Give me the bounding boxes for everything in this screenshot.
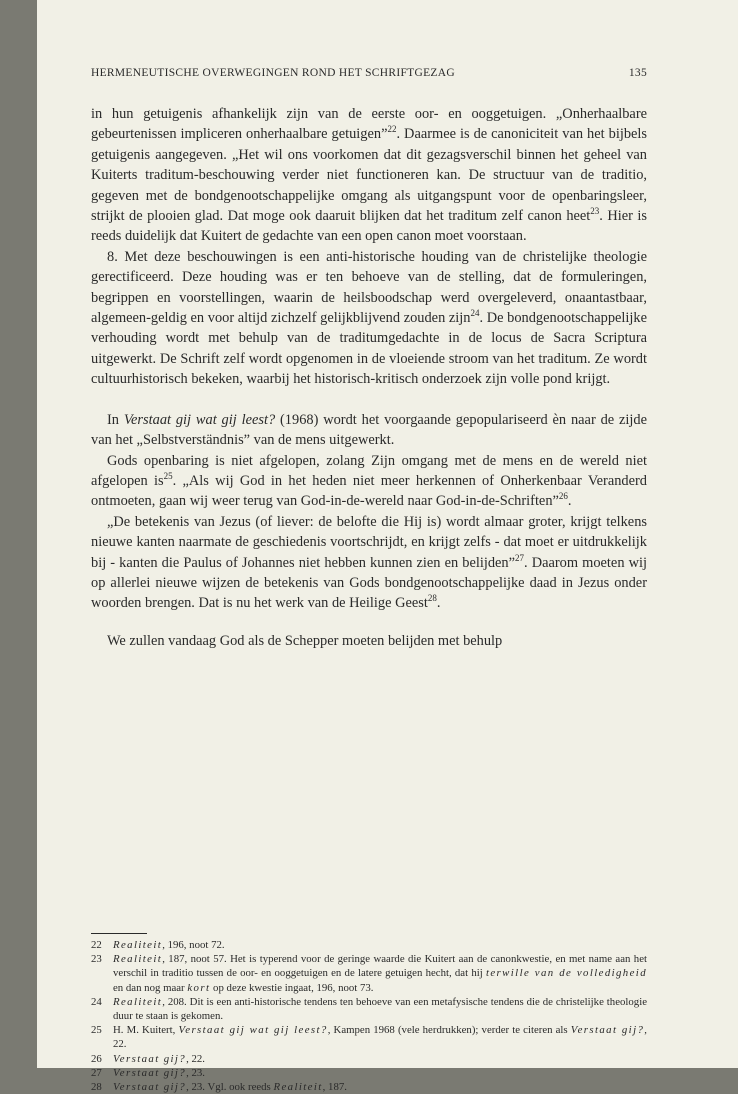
footnote-ref-26: 26: [558, 491, 568, 502]
footnote-ref-27: 27: [515, 552, 525, 563]
footnote-25: 25 H. M. Kuitert, Verstaat gij wat gij leest?, Kampen 1968 (vele herdrukken); verder te citeren als Verstaat gij?, 22.: [91, 1024, 647, 1051]
paragraph-5: „De betekenis van Jezus (of liever: de belofte die Hij is) wordt almaar groter, krijgt telkens nieuwe kanten naarmate de geschiedenis voortschrijdt, en krijgt zelfs - dat moet er uitdrukkelijk bij - kanten die Paulus of Johannes niet hebben kunnen zien en belijden”$^{27}$. Daarom moeten wij op allerlei nieuwe wijzen de betekenis van Gods bondgenootschappelijke daad in Jezus onder woorden brengen. Dat is nu het werk van de Heilige Geest$^{28}$.: [91, 513, 647, 612]
page-number: 135: [628, 67, 647, 79]
paragraph-1: in hun getuigenis afhankelijk zijn van de eerste oor- en ooggetuigen. „Onherhaalbare gebeurtenissen impliceren onherhaalbare getuigen”$^{22}$. Daarmee is de canoniciteit van het bijbels getuigenis aangegeven. „Het wil ons voorkomen dat dit gezagsverschil binnen het geheel van Kuiterts traditum-beschouwing verder niet functioneren kan. De structuur van de traditio, gegeven met de bondgenootschappelijke omgang als uitgangspunt voor de openbaringsleer, strijkt de plooien glad. Dat moge ook daaruit blijken dat het traditum zelf canon heet$^{23}$. Hier is reeds duidelijk dat Kuitert de gedachte van een open canon moet voorstaan.: [91, 106, 647, 245]
book-title: Verstaat gij wat gij leest?: [123, 411, 276, 428]
footnote-ref-23: 23: [590, 206, 600, 217]
footnote-ref-24: 24: [470, 308, 480, 319]
footnote-23: 23 Realiteit, 187, noot 57. Het is typerend voor de geringe waarde die Kuitert aan de canonkwestie, en met name aan het verschil in traditio tussen de oor- en ooggetuigen en de latere getuigen hecht, dat hij terwille van de volledigheid en dan nog maar kort op deze kwestie ingaat, 196, noot 73.: [91, 953, 647, 994]
footnote-ref-22: 22: [387, 124, 397, 135]
body-text: [91, 104, 647, 651]
footnote-divider: [91, 933, 147, 934]
document-page: [37, 0, 738, 1094]
footnote-ref-28: 28: [427, 593, 437, 604]
footnote-ref-25: 25: [163, 470, 173, 481]
paragraph-4: Gods openbaring is niet afgelopen, zolang Zijn omgang met de mens en de wereld niet afgelopen $is^{25}$. „Als wij God in het heden niet meer herkennen of Onherkenbaar Veranderd ontmoeten, gaan wij weer terug van God-in-de-wereld naar God-in-de-Schriften”$^{26}$.: [91, 452, 647, 510]
footnote-28: 28 Verstaat gij?, 23. Vgl. ook reeds Realiteit, 187.: [91, 1081, 347, 1094]
running-head: [91, 67, 647, 79]
footnote-27: 27 Verstaat gij?, 23.: [91, 1066, 205, 1079]
paragraph-6: We zullen vandaag God als de Schepper moeten belijden met behulp: [107, 632, 503, 649]
footnote-24: 24 Realiteit, 208. Dit is een anti-historische tendens ten behoeve van een metafysische tendens die de christelijke theologie duur te staan is gekomen.: [91, 995, 647, 1023]
running-head-title: HERMENEUTISCHE OVERWEGINGEN ROND HET SCHRIFTGEZAG: [91, 67, 455, 79]
paragraph-3: In Verstaat gij wat gij leest? (1968) wordt het voorgaande gepopulariseerd èn naar de zijde van het „Selbstverständnis” van de mens uitgewerkt.: [91, 411, 647, 449]
paragraph-2: 8. Met deze beschouwingen is een anti-historische houding van de christelijke theologie gerectificeerd. Deze houding was er ten behoeve van de stelling, dat de formuleringen, begrippen en voorstellingen, waarin de heilsboodschap werd overgeleverd, onaantastbaar, algemeen-geldig en voor altijd zichzelf gelijkblijvend zouden zijn$^{24}$. De bondgenootschappelijke verhouding wordt met behulp van de traditumgedachte in de locus de Sacra Scriptura uitgewerkt. De Schrift zelf wordt opgenomen in de vloeiende stroom van het traditum. Ze wordt cultuurhistorisch bekeken, waarbij het historisch-kritisch onderzoek zijn volle pond krijgt.: [91, 248, 648, 388]
footnote-26: 26 Verstaat gij?, 22.: [91, 1052, 205, 1065]
footnotes: [91, 938, 647, 1094]
footnote-22: 22 Realiteit, 196, noot 72.: [91, 939, 225, 951]
